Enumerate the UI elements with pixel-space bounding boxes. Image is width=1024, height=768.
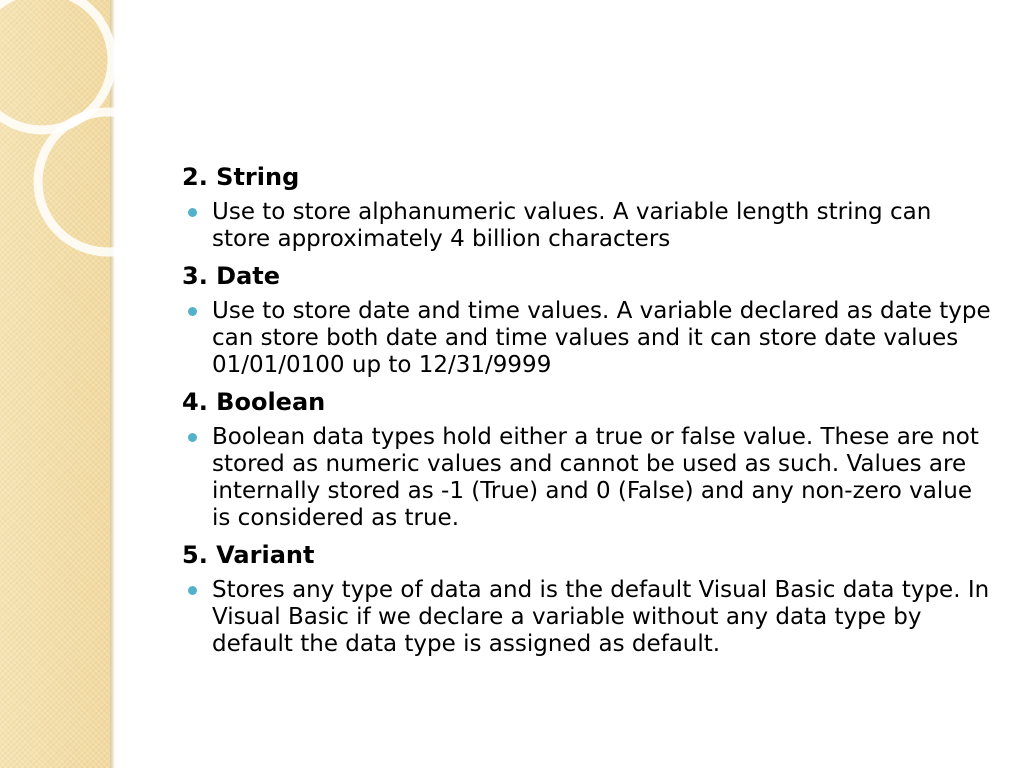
bullet-item-variant: [182, 577, 992, 658]
heading-date: 3. Date: [182, 262, 281, 290]
slide-content: [182, 163, 992, 658]
bullet-item-boolean: [182, 424, 992, 532]
bullet-dot-icon: [188, 208, 197, 217]
heading-boolean: 4. Boolean: [182, 388, 326, 416]
heading-string: 2. String: [182, 163, 300, 191]
decorative-rings: [0, 0, 180, 320]
bullet-item-string: [182, 199, 992, 253]
bullet-dot-icon: [188, 307, 197, 316]
heading-variant: 5. Variant: [182, 541, 315, 569]
bullet-item-date: [182, 298, 992, 379]
bullet-text-variant: Stores any type of data and is the default Visual Basic data type. In Visual Basic if we declare a variable without any data type by default the data type is assigned as default.: [212, 577, 990, 657]
bullet-dot-icon: [188, 433, 197, 442]
bullet-text-boolean: Boolean data types hold either a true or false value. These are not stored as numeric values and cannot be used as such. Values are internally stored as -1 (True) and 0 (False) and any non-zero value is considered as true.: [212, 424, 979, 531]
bullet-dot-icon: [188, 586, 197, 595]
bullet-text-string: Use to store alphanumeric values. A variable length string can store approximately 4 billion characters: [212, 199, 932, 252]
bullet-text-date: Use to store date and time values. A variable declared as date type can store both date and time values and it can store date values 01/01/0100 up to 12/31/9999: [212, 298, 991, 378]
ring-lower: [38, 112, 178, 252]
